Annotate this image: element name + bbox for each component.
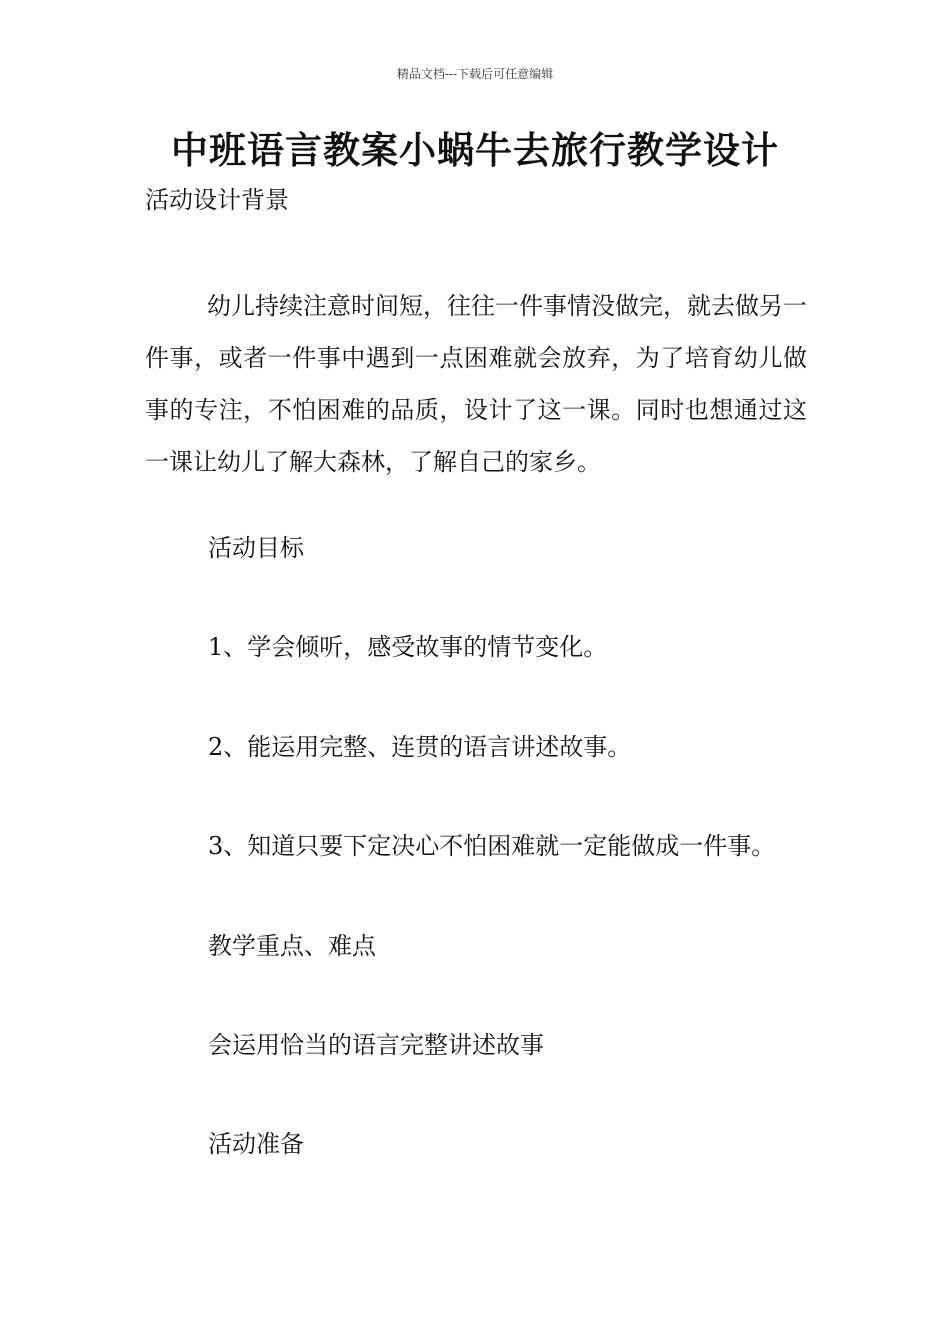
goal-item-1: 1、学会倾听，感受故事的情节变化。 [208, 633, 608, 661]
preparation-heading: 活动准备 [208, 1130, 304, 1158]
background-paragraph: 幼儿持续注意时间短，往往一件事情没做完，就去做另一件事，或者一件事中遇到一点困难就会放弃，为了培育幼儿做事的专注，不怕困难的品质，设计了这一课。同时也想通过这一课让幼儿了解大森林，了解自己的家乡。 [145, 292, 807, 476]
focus-text: 会运用恰当的语言完整讲述故事 [208, 1031, 544, 1059]
goal-item-3: 3、知道只要下定决心不怕困难就一定能做成一件事。 [208, 832, 776, 860]
header-note: 精品文档---下载后可任意编辑 [396, 67, 554, 81]
goal-item-2: 2、能运用完整、连贯的语言讲述故事。 [208, 733, 632, 761]
goals-heading: 活动目标 [208, 534, 304, 562]
background-heading: 活动设计背景 [145, 186, 289, 214]
focus-heading: 教学重点、难点 [208, 932, 376, 960]
document-title: 中班语言教案小蜗牛去旅行教学设计 [171, 129, 779, 172]
